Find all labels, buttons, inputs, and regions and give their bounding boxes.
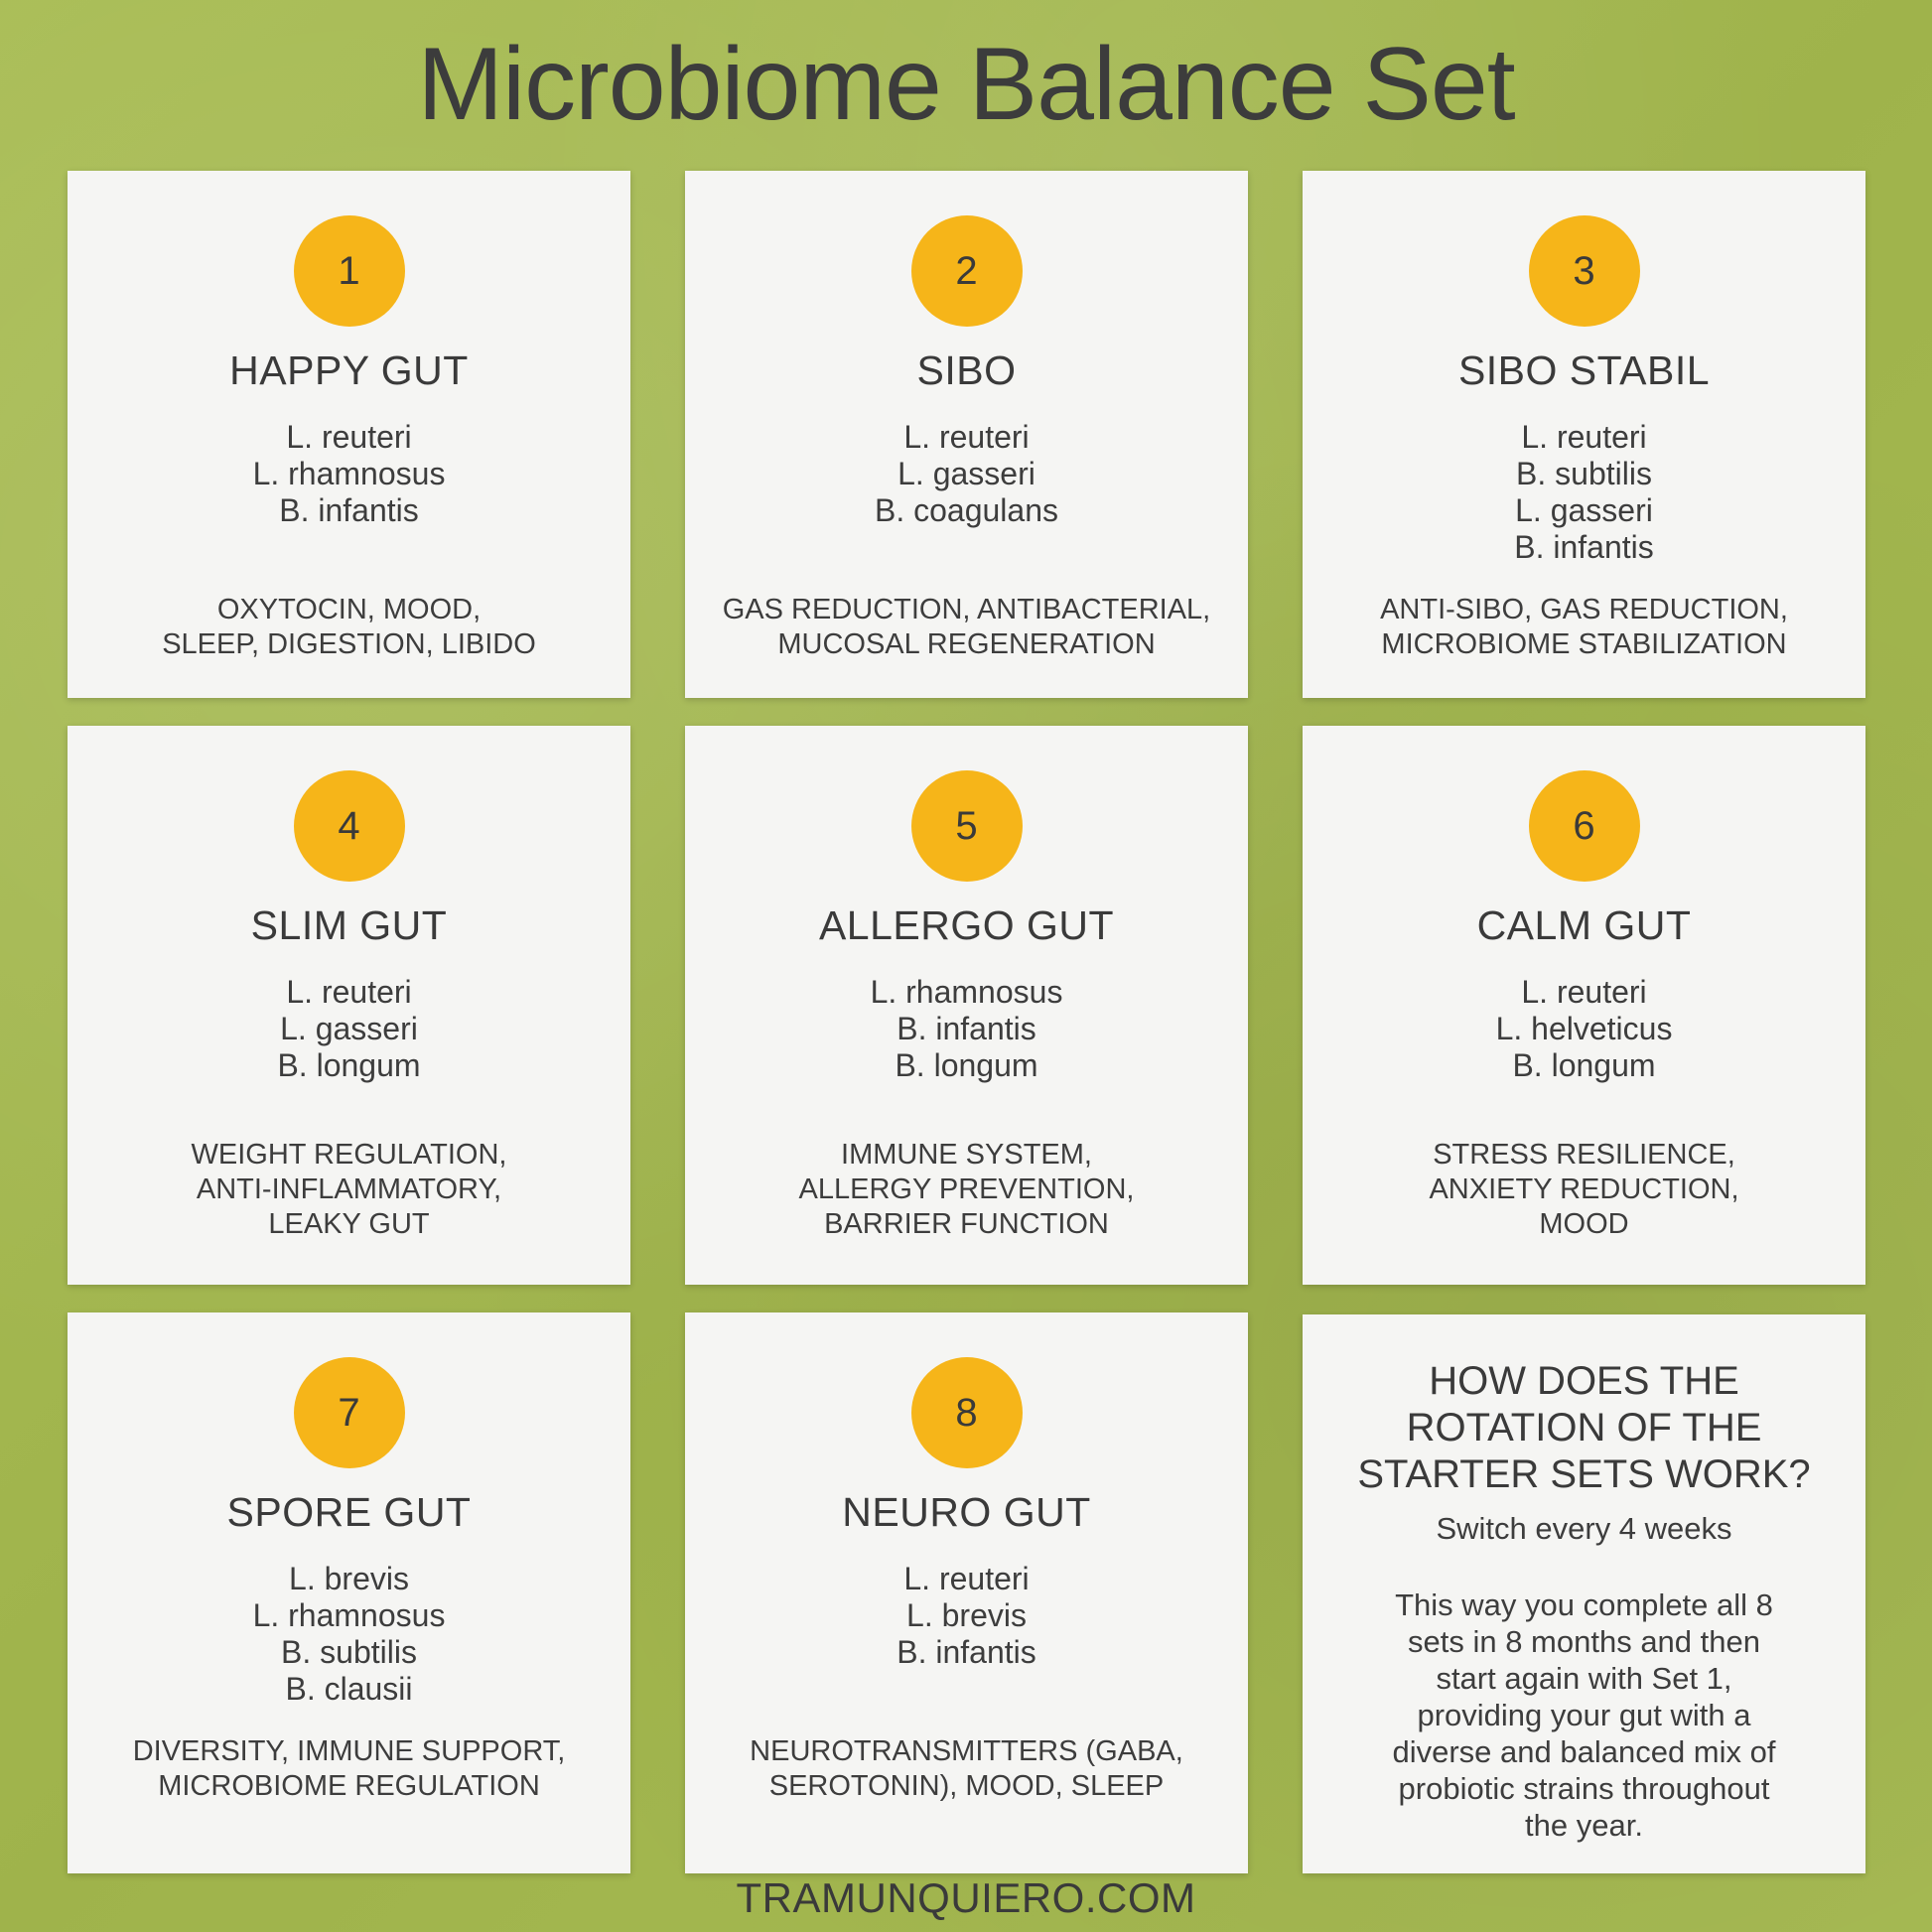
strain-item: L. reuteri — [903, 1561, 1030, 1596]
set-number-badge: 8 — [911, 1357, 1023, 1468]
benefit-list — [685, 1734, 1248, 1804]
strain-list — [68, 974, 630, 1084]
benefit-line: LEAKY GUT — [268, 1208, 430, 1240]
rotation-body-line: start again with Set 1, — [1436, 1661, 1732, 1696]
set-card — [68, 171, 630, 698]
strain-item: L. reuteri — [903, 419, 1030, 455]
set-card — [1303, 726, 1865, 1285]
strain-item: L. rhamnosus — [252, 456, 446, 491]
benefit-line: OXYTOCIN, MOOD, — [216, 594, 482, 625]
set-name: SIBO STABIL — [1457, 347, 1711, 393]
strain-item: L. brevis — [906, 1597, 1027, 1633]
set-name: SLIM GUT — [250, 902, 448, 948]
strain-item: L. reuteri — [286, 419, 412, 455]
strain-list — [68, 1561, 630, 1708]
rotation-info-heading — [1322, 1358, 1846, 1498]
rotation-heading-line: HOW DOES THE — [1429, 1359, 1739, 1403]
strain-item: B. longum — [1512, 1047, 1656, 1083]
strain-item: B. longum — [895, 1047, 1038, 1083]
set-name: HAPPY GUT — [229, 347, 469, 393]
strain-item: L. reuteri — [286, 974, 412, 1010]
benefit-list — [68, 1734, 630, 1804]
set-card — [68, 1312, 630, 1873]
rotation-body-line: the year. — [1525, 1808, 1643, 1843]
benefit-line: STRESS RESILIENCE, — [1433, 1139, 1735, 1171]
benefit-list — [68, 593, 630, 662]
strain-item: B. infantis — [897, 1011, 1036, 1046]
set-card — [1303, 171, 1865, 698]
set-name: SIBO — [916, 347, 1017, 393]
set-name: SPORE GUT — [226, 1489, 472, 1535]
set-number-badge: 6 — [1529, 770, 1640, 882]
benefit-line: NEUROTRANSMITTERS (GABA, — [750, 1735, 1183, 1767]
benefit-list — [1303, 593, 1865, 662]
strain-item: B. subtilis — [1516, 456, 1652, 491]
benefit-list — [685, 1138, 1248, 1242]
benefit-line: ANTI-SIBO, GAS REDUCTION, — [1380, 594, 1788, 625]
rotation-body-line: providing your gut with a — [1417, 1698, 1751, 1732]
benefit-line: IMMUNE SYSTEM, — [841, 1139, 1092, 1171]
benefit-line: MOOD — [1539, 1208, 1629, 1240]
strain-item: L. reuteri — [1521, 974, 1647, 1010]
set-number-badge: 1 — [294, 215, 405, 327]
benefit-line: ANTI-INFLAMMATORY, — [196, 1173, 502, 1205]
benefit-line: MUCOSAL REGENERATION — [777, 628, 1156, 660]
set-number-badge: 5 — [911, 770, 1023, 882]
set-card — [685, 726, 1248, 1285]
rotation-body-line: sets in 8 months and then — [1407, 1624, 1760, 1659]
strain-item: B. coagulans — [874, 492, 1058, 528]
website-footer: TRAMUNQUIERO.COM — [736, 1874, 1196, 1921]
set-name: ALLERGO GUT — [818, 902, 1115, 948]
strain-item: B. infantis — [897, 1634, 1036, 1670]
strain-item: L. brevis — [289, 1561, 409, 1596]
strain-list — [1303, 974, 1865, 1084]
page-title: Microbiome Balance Set — [417, 27, 1515, 142]
set-name: NEURO GUT — [842, 1489, 1091, 1535]
benefit-line: DIVERSITY, IMMUNE SUPPORT, — [132, 1735, 566, 1767]
strain-item: L. helveticus — [1495, 1011, 1673, 1046]
strain-item: B. clausii — [285, 1671, 413, 1707]
benefit-line: MICROBIOME REGULATION — [158, 1770, 540, 1802]
rotation-body-line: probiotic strains throughout — [1398, 1771, 1770, 1806]
rotation-heading-line: ROTATION OF THE — [1406, 1406, 1762, 1449]
set-number-badge: 2 — [911, 215, 1023, 327]
benefit-list — [1303, 1138, 1865, 1242]
strain-item: L. reuteri — [1521, 419, 1647, 455]
strain-item: L. rhamnosus — [870, 974, 1063, 1010]
strain-item: B. longum — [277, 1047, 421, 1083]
strain-list — [685, 419, 1248, 529]
benefit-line: BARRIER FUNCTION — [824, 1208, 1109, 1240]
strain-item: B. infantis — [279, 492, 419, 528]
strain-list — [68, 419, 630, 529]
rotation-info-body — [1347, 1587, 1821, 1844]
benefit-line: WEIGHT REGULATION, — [191, 1139, 507, 1171]
set-card — [68, 726, 630, 1285]
rotation-info-subtitle: Switch every 4 weeks — [1436, 1511, 1732, 1546]
set-number-badge: 3 — [1529, 215, 1640, 327]
set-number-badge: 4 — [294, 770, 405, 882]
benefit-list — [68, 1138, 630, 1242]
strain-item: B. subtilis — [281, 1634, 417, 1670]
set-card — [685, 1312, 1248, 1873]
benefit-line: GAS REDUCTION, ANTIBACTERIAL, — [722, 594, 1211, 625]
strain-item: B. infantis — [1514, 529, 1654, 565]
benefit-list — [685, 593, 1248, 662]
set-number-badge: 7 — [294, 1357, 405, 1468]
rotation-body-line: This way you complete all 8 — [1395, 1587, 1773, 1622]
strain-list — [685, 1561, 1248, 1671]
set-name: CALM GUT — [1476, 902, 1692, 948]
benefit-line: ALLERGY PREVENTION, — [798, 1173, 1135, 1205]
rotation-info-card — [1303, 1314, 1865, 1873]
benefit-line: SLEEP, DIGESTION, LIBIDO — [162, 628, 536, 660]
set-card — [685, 171, 1248, 698]
strain-item: L. gasseri — [280, 1011, 418, 1046]
strain-item: L. gasseri — [897, 456, 1035, 491]
rotation-heading-line: STARTER SETS WORK? — [1357, 1452, 1811, 1496]
strain-list — [685, 974, 1248, 1084]
rotation-body-line: diverse and balanced mix of — [1392, 1734, 1776, 1769]
benefit-line: SEROTONIN), MOOD, SLEEP — [768, 1770, 1165, 1802]
benefit-line: ANXIETY REDUCTION, — [1429, 1173, 1739, 1205]
benefit-line: MICROBIOME STABILIZATION — [1381, 628, 1787, 660]
strain-list — [1303, 419, 1865, 566]
strain-item: L. gasseri — [1515, 492, 1653, 528]
strain-item: L. rhamnosus — [252, 1597, 446, 1633]
